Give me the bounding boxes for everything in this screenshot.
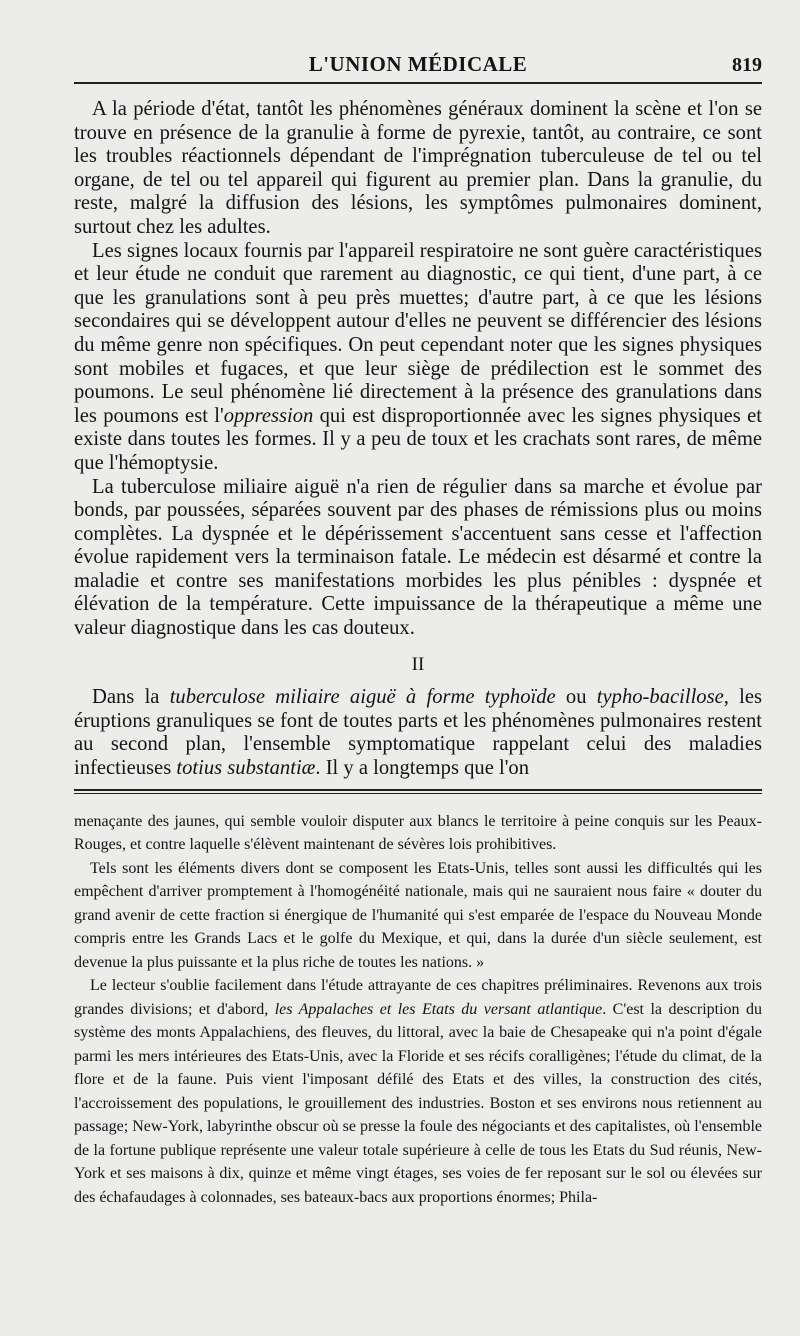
footnote-3-italic: les Appalaches et les Etats du versant atlantique <box>274 1000 603 1018</box>
footnote-3 <box>74 974 762 1209</box>
footnote-1: menaçante des jaunes, qui semble vouloir disputer aux blancs le territoire à peine conquis sur les Peaux-Rouges, et contre laquelle s'élèvent maintenant de sévères lois prohibitives. <box>74 812 762 854</box>
footnotes <box>74 810 762 1210</box>
paragraph-2 <box>74 240 762 476</box>
paragraph-2-italic: oppression <box>223 404 314 427</box>
paragraph-4-text-b: ou <box>555 686 597 709</box>
footnote-3-text-a: Le lecteur s'oublie facilement dans l'étude attrayante de ces chapitres préliminaires. Revenons aux trois grandes divisions; et d'abord, <box>74 977 762 1018</box>
running-title: L'UNION MÉDICALE <box>308 52 528 76</box>
header-rule <box>74 82 762 84</box>
paragraph-4-text-a: Dans la <box>92 686 170 709</box>
paragraph-4-text-c: , les éruptions granuliques se font de toutes parts et les phénomènes pulmonaires restent au second plan, l'ensemble symptomatique rappelant celui des maladies infectieuses <box>74 686 763 780</box>
footnote-rule <box>74 789 762 794</box>
paragraph-4 <box>74 686 762 780</box>
paragraph-4-text-d: . Il y a longtemps que l'on <box>315 757 530 780</box>
paragraph-2-text-a: Les signes locaux fournis par l'appareil respiratoire ne sont guère caractéristiques et leur étude ne conduit que rarement au diagnostic, ce qui tient, d'une part, à ce que les granulations sont à peu près muettes; d'autre part, à ce que les lésions secondaires qui se développent autour d'elles ne peuvent se différencier des lésions du même genre non spécifiques. On peut cependant noter que les signes physiques sont mobiles et fugaces, et que leur siège de prédilection est le sommet des poumons. Le seul phénomène lié directement à la présence des granulations dans les poumons est l' <box>74 239 762 427</box>
paragraph-4-italic-2: typho-bacillose <box>596 686 724 709</box>
paragraph-4-italic-1: tuberculose miliaire aiguë à forme typhoïde <box>169 686 556 709</box>
paragraph-4-italic-3: totius substantiæ <box>176 757 316 780</box>
footnote-3-text-b: . C'est la description du système des monts Appalachiens, des fleuves, du littoral, avec la baie de Chesapeake qui n'a point d'égale parmi les mers intérieures des Etats-Unis, avec la Floride et ses récifs coralligènes; l'étude du climat, de la flore et de la faune. Puis vient l'imposant défilé des Etats et des villes, la construction des cités, l'accroissement des populations, le grouillement des industries. Boston et ses environs nous retiennent au passage; New-York, labyrinthe obscur où se presse la foule des négociants et des capitalistes, où l'ensemble de la fortune publique représente une valeur totale supérieure à celle de tous les Etats du Sud réunis, New-York et ses maisons à dix, quinze et même vingt étages, ses voies de fer reposant sur le sol ou élevées sur des échafaudages à colonnades, ses bateaux-bacs aux proportions énormes; Phila- <box>74 1000 763 1206</box>
page-number: 819 <box>732 54 762 76</box>
paragraph-2-text-b: qui est disproportionnée avec les signes physiques et existe dans toutes les formes. Il y a peu de toux et les crachats sont rares, de même que l'hémoptysie. <box>74 404 762 474</box>
page-header <box>74 48 762 90</box>
section-numeral: II <box>411 653 425 675</box>
paragraph-1: A la période d'état, tantôt les phénomènes généraux dominent la scène et l'on se trouve en présence de la granulie à forme de pyrexie, tantôt, au contraire, ce sont les troubles réactionnels dépendant de l'imprégnation tuberculeuse de tel ou tel organe, de tel ou tel appareil qui figurent au premier plan. Dans la granulie, du reste, malgré la diffusion des lésions, les symptômes pulmonaires dominent, surtout chez les adultes. <box>74 98 762 238</box>
footnote-2: Tels sont les éléments divers dont se composent les Etats-Unis, telles sont aussi les difficultés qui les empêchent d'arriver promptement à l'homogénéité nationale, mais qui ne sauraient nous faire « douter du grand avenir de cette fraction si énergique de l'humanité qui s'est emparée de l'espace du Nouveau Monde compris entre les Grands Lacs et le golfe du Mexique, et qui, dans la durée d'un siècle seulement, est devenue la plus puissante et la plus riche de toutes les nations. » <box>74 859 762 971</box>
paragraph-3: La tuberculose miliaire aiguë n'a rien de régulier dans sa marche et évolue par bonds, par poussées, séparées souvent par des phases de rémissions plus ou moins complètes. La dyspnée et le dépérissement s'accentuent sans cesse et l'affection évolue rapidement vers la terminaison fatale. Le médecin est désarmé et contre la maladie et contre ses manifestations morbides les plus pénibles : dyspnée et élévation de la température. Cette impuissance de la thérapeutique a même une valeur diagnostique dans les cas douteux. <box>74 475 762 640</box>
main-text <box>74 98 762 781</box>
